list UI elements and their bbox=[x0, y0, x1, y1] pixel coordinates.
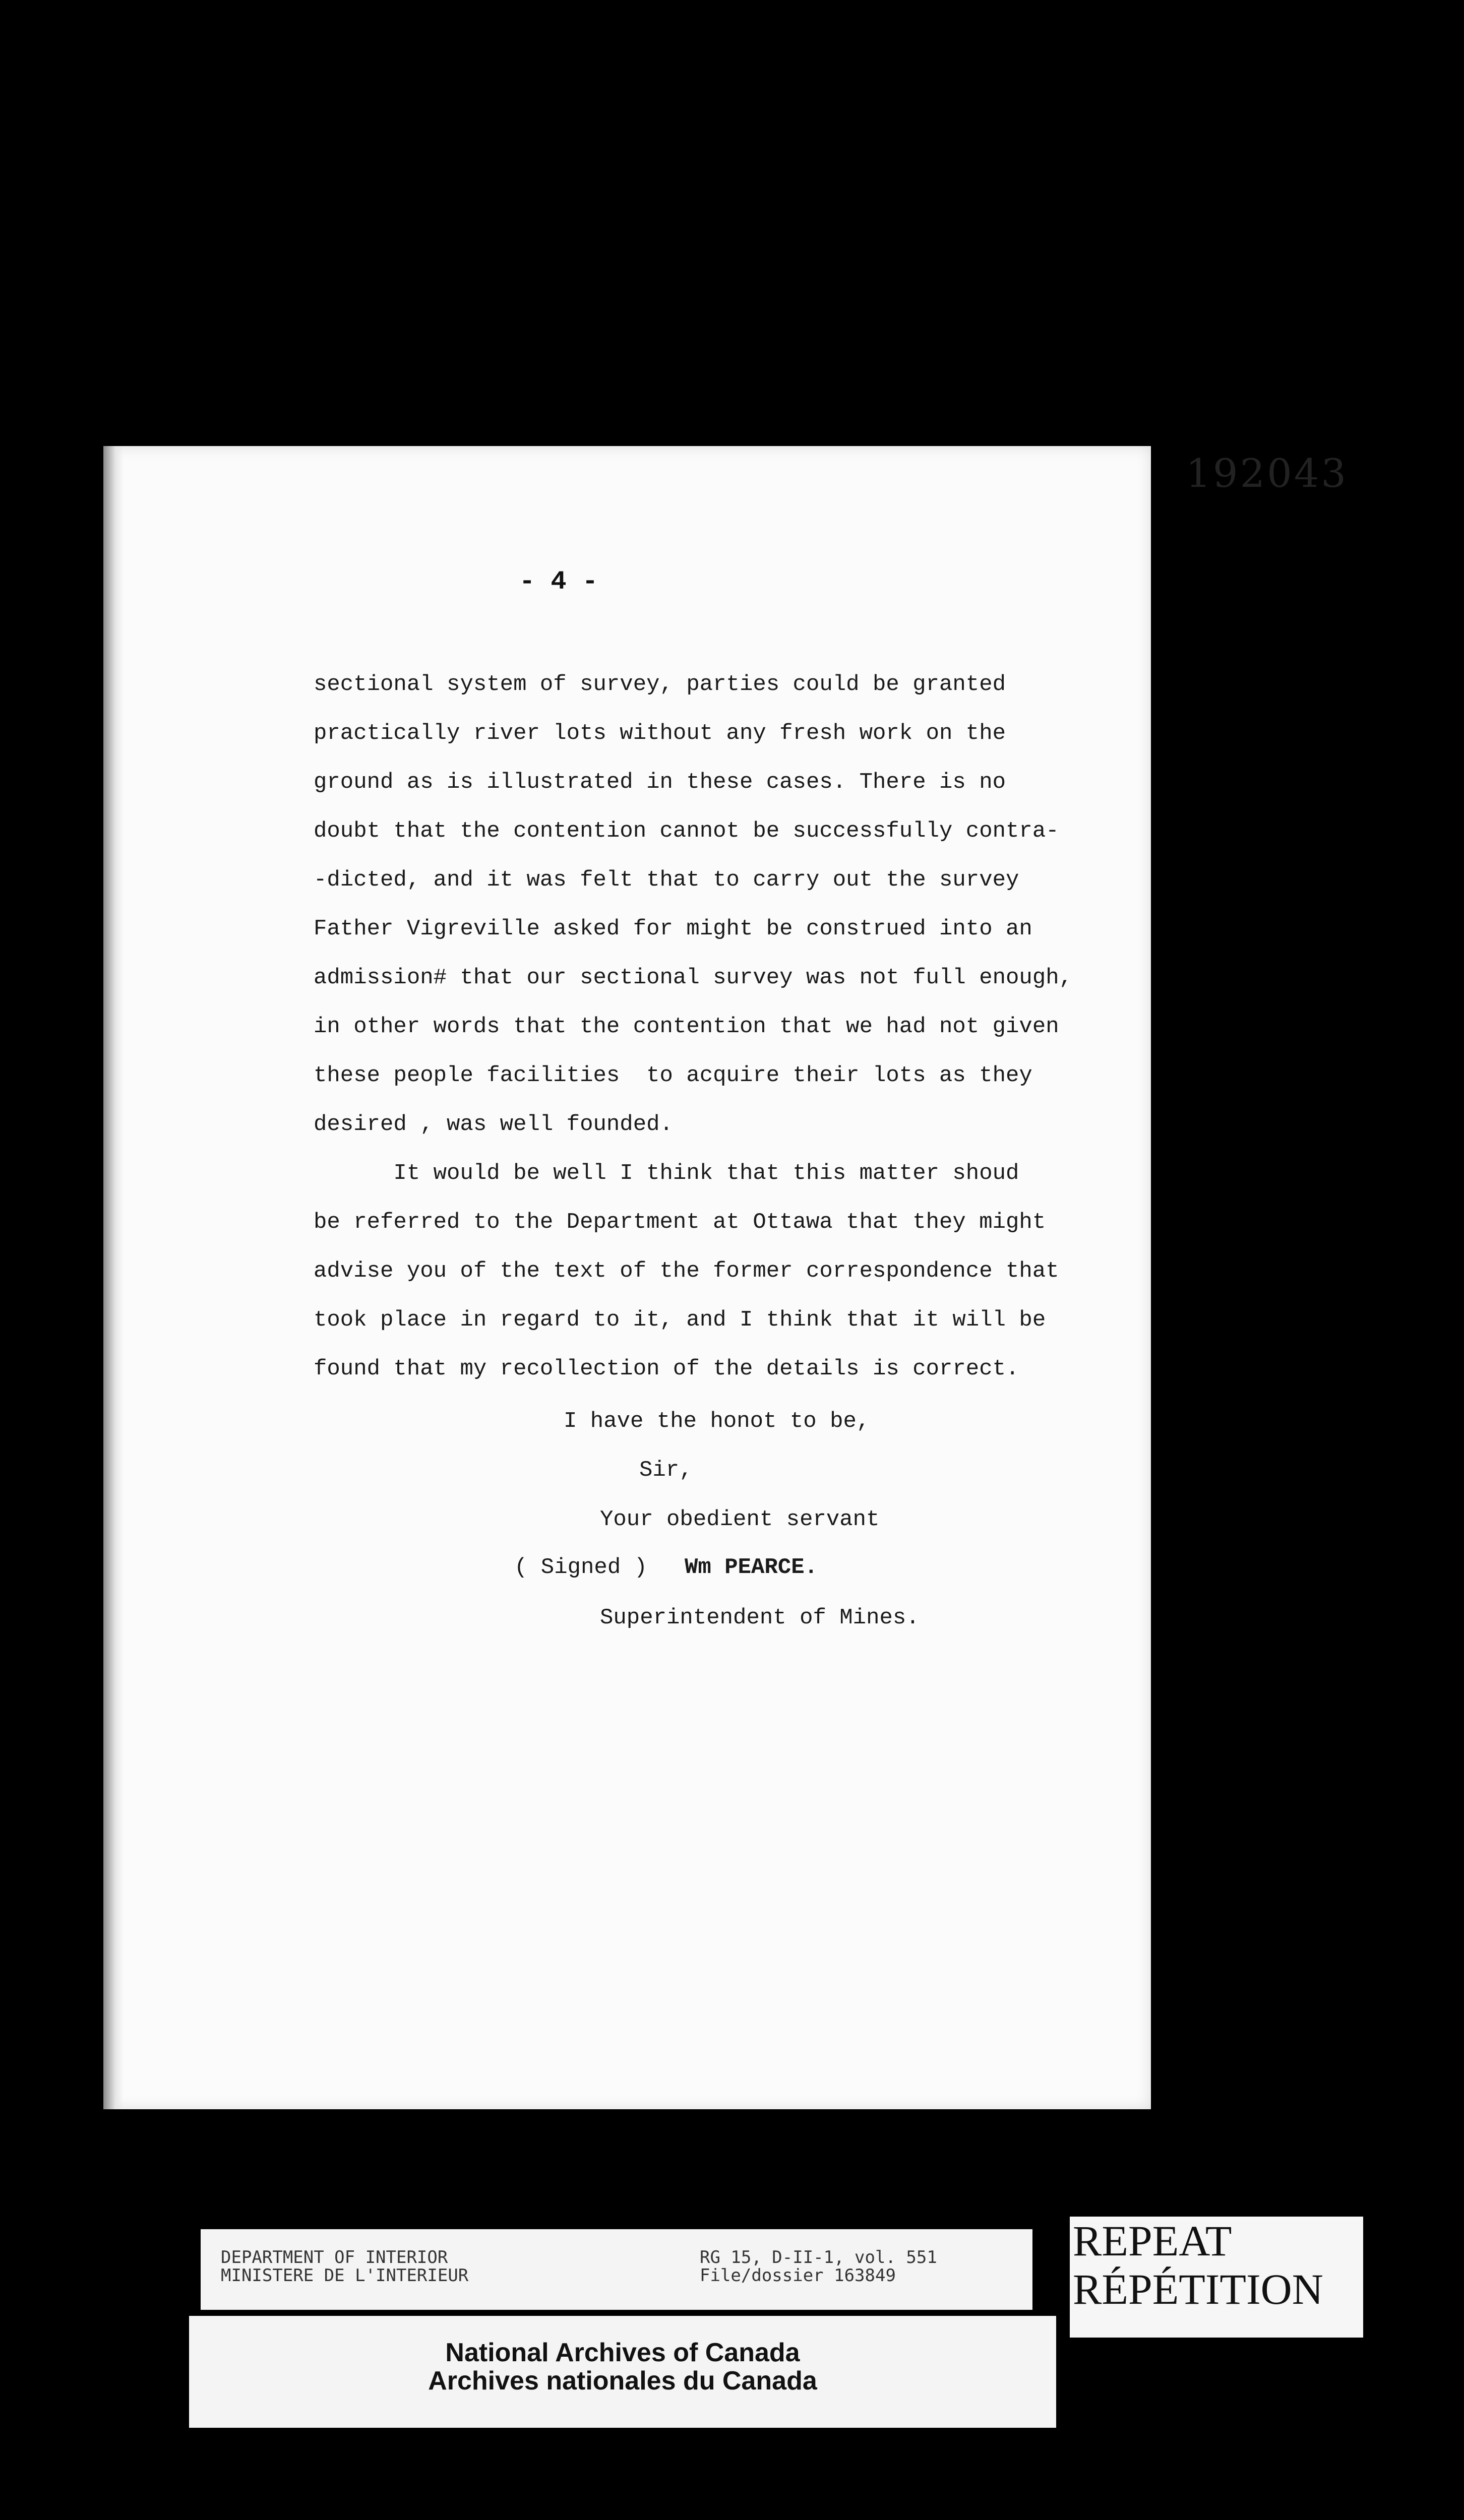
dept-en: DEPARTMENT OF INTERIOR bbox=[221, 2247, 448, 2267]
reference-number: RG 15, D-II-1, vol. 551 bbox=[700, 2247, 937, 2267]
text-line: practically river lots without any fresh work on the bbox=[314, 721, 1006, 746]
repeat-fr: RÉPÉTITION bbox=[1073, 2265, 1323, 2313]
repeat-label bbox=[1070, 2217, 1363, 2338]
repeat-en: REPEAT bbox=[1073, 2217, 1232, 2265]
text-line: Father Vigreville asked for might be construed into an bbox=[314, 916, 1032, 941]
text-line: It would be well I think that this matter shoud bbox=[314, 1161, 1019, 1186]
letter-body bbox=[314, 660, 1073, 1394]
department-label bbox=[201, 2229, 1032, 2310]
text-line: ground as is illustrated in these cases. There is no bbox=[314, 770, 1006, 795]
text-line: doubt that the contention cannot be successfully contra- bbox=[314, 818, 1059, 844]
closing-salutation: Sir, bbox=[639, 1458, 693, 1483]
text-line: advise you of the text of the former correspondence that bbox=[314, 1258, 1059, 1284]
signatory-title: Superintendent of Mines. bbox=[600, 1605, 920, 1630]
text-line: be referred to the Department at Ottawa that they might bbox=[314, 1210, 1046, 1235]
signed-label: ( Signed ) bbox=[514, 1555, 648, 1580]
closing-servant: Your obedient servant bbox=[600, 1507, 880, 1532]
text-line: admission# that our sectional survey was not full enough, bbox=[314, 965, 1073, 990]
page-number: - 4 - bbox=[519, 567, 598, 597]
text-line: found that my recollection of the details is correct. bbox=[314, 1356, 1019, 1381]
archives-en: National Archives of Canada bbox=[445, 2338, 800, 2367]
text-line: -dicted, and it was felt that to carry out the survey bbox=[314, 867, 1019, 893]
dept-fr: MINISTERE DE L'INTERIEUR bbox=[221, 2265, 469, 2286]
archives-label bbox=[189, 2316, 1056, 2428]
text-line: these people facilities to acquire their lots as they bbox=[314, 1063, 1032, 1088]
signatory-name: Wm PEARCE. bbox=[685, 1555, 818, 1580]
text-line: sectional system of survey, parties could be granted bbox=[314, 672, 1006, 697]
stamp-number: 192043 bbox=[1186, 451, 1348, 496]
text-line: desired , was well founded. bbox=[314, 1112, 673, 1137]
file-number: File/dossier 163849 bbox=[700, 2265, 896, 2286]
text-line: in other words that the contention that we had not given bbox=[314, 1014, 1059, 1039]
closing-honour: I have the honot to be, bbox=[564, 1409, 870, 1434]
archives-fr: Archives nationales du Canada bbox=[428, 2366, 817, 2396]
text-line: took place in regard to it, and I think that it will be bbox=[314, 1307, 1046, 1333]
